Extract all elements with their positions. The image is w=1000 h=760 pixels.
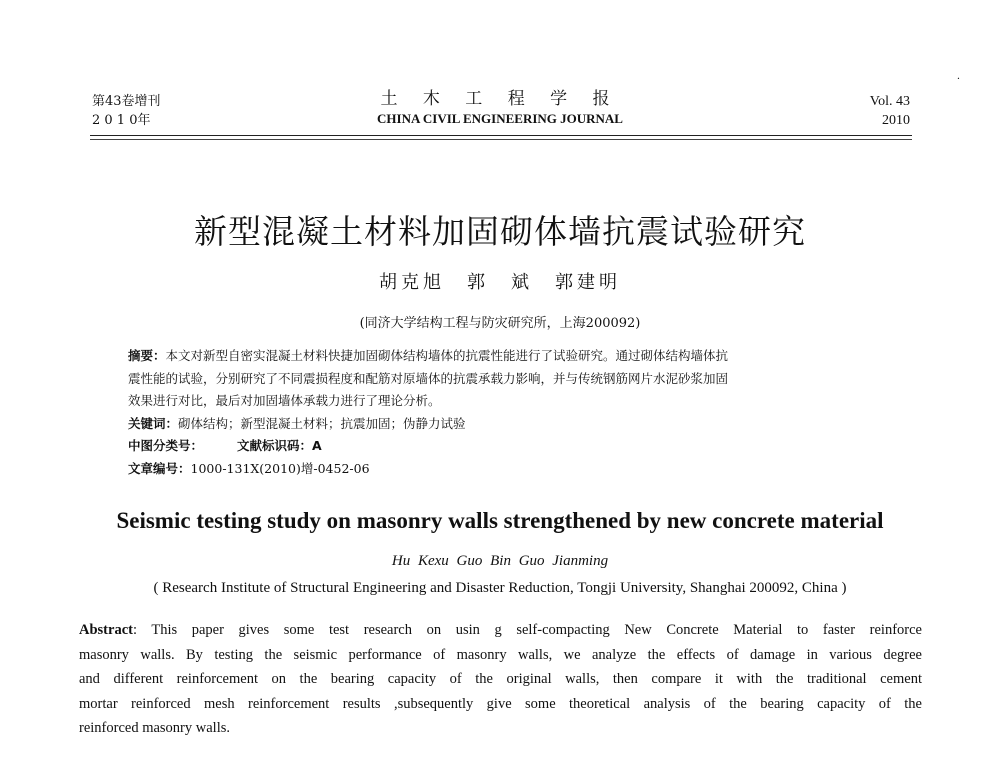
- header-rule-top: [90, 135, 912, 136]
- classification-line: [128, 435, 888, 458]
- header-center: [330, 88, 670, 128]
- keywords-cn-label: 关键词：: [128, 415, 179, 431]
- article-number-label: 文章编号：: [128, 460, 191, 476]
- paper-title-en: Seismic testing study on masonry walls strengthened by new concrete material: [116, 508, 884, 533]
- abstract-en-line: reinforced masonry walls.: [79, 720, 230, 736]
- header-left: [92, 92, 161, 130]
- abstract-cn-label: 摘要：: [128, 348, 166, 363]
- abstract-en-block: [79, 618, 922, 741]
- article-number: [128, 458, 888, 481]
- abstract-en-text: : This paper gives some test research on usin g self-compacting New Concrete Material to faster reinforce: [132, 622, 922, 638]
- abstract-cn-line: 震性能的试验，分别研究了不同震损程度和配筋对原墙体的抗震承载力影响，并与传统钢筋网片水泥砂浆加固: [128, 370, 729, 386]
- abstract-cn-block: [128, 345, 888, 480]
- header-rule-bottom: [90, 139, 912, 140]
- abstract-en-line: mortar reinforced mesh reinforcement results ,subsequently give some theoretical analysis of the bearing capacity of the: [79, 695, 922, 712]
- doc-code-value: A: [312, 438, 322, 453]
- abstract-en-line: [79, 618, 922, 643]
- stray-mark: ·: [956, 74, 960, 85]
- issue-year: 2 0 1 0年: [92, 113, 151, 128]
- article-number-value: 1000-131X(2010)增-0452-06: [190, 460, 370, 476]
- keywords-cn-text: 砌体结构；新型混凝土材料；抗震加固；伪静力试验: [178, 415, 466, 431]
- affiliation-cn: (同济大学结构工程与防灾研究所，上海200092): [359, 316, 641, 331]
- abstract-en-line: masonry walls. By testing the seismic performance of masonry walls, we analyze the effects of damage in various degree: [79, 646, 922, 663]
- volume-label: Vol. 43: [869, 94, 910, 109]
- abstract-cn-text: 本文对新型自密实混凝土材料快捷加固砌体结构墙体的抗震性能进行了试验研究。通过砌体结构墙体抗: [165, 348, 729, 363]
- abstract-en-label: Abstract: [79, 622, 133, 638]
- authors-cn: 胡克旭 郭 斌 郭建明: [379, 272, 621, 293]
- clc-label: 中图分类号：: [128, 438, 204, 453]
- journal-name-en: CHINA CIVIL ENGINEERING JOURNAL: [377, 111, 623, 126]
- header-right: [870, 92, 910, 130]
- abstract-en-line: and different reinforcement on the bearing capacity of the original walls, then compare it with the traditional cement: [79, 671, 922, 687]
- affiliation-en: ( Research Institute of Structural Engineering and Disaster Reduction, Tongji University, Shanghai 200092, China ): [153, 580, 847, 596]
- abstract-cn-line: 效果进行对比，最后对加固墙体承载力进行了理论分析。: [128, 393, 441, 408]
- volume-year: 2010: [882, 113, 910, 128]
- issue-label: 第43卷增刊: [92, 94, 161, 109]
- keywords-cn: [128, 413, 888, 436]
- paper-title-cn: 新型混凝土材料加固砌体墙抗震试验研究: [194, 212, 806, 251]
- abstract-cn-line: [128, 345, 888, 368]
- journal-name-cn: 土 木 工 程 学 报: [380, 89, 620, 109]
- doc-code-label: 文献标识码：: [237, 438, 313, 453]
- authors-en: Hu Kexu Guo Bin Guo Jianming: [391, 553, 609, 569]
